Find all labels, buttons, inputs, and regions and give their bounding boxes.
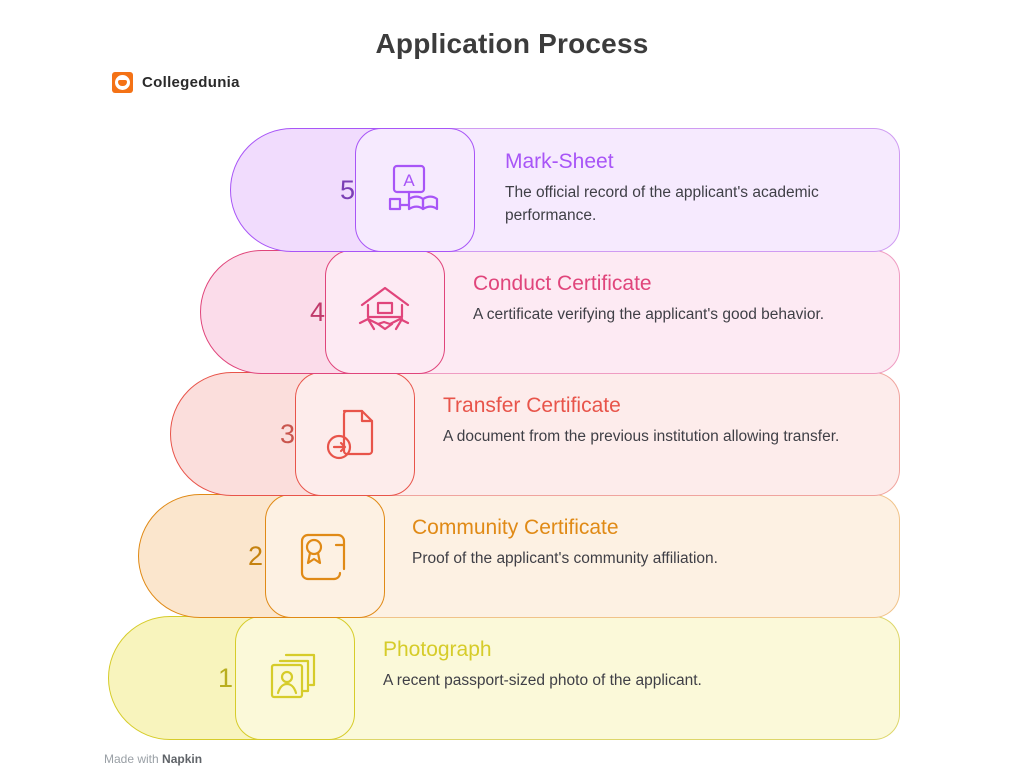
row-text: [383, 638, 853, 693]
row-icon-pill: [295, 372, 415, 496]
row-description: Proof of the applicant's community affiliation.: [412, 550, 718, 568]
row-icon-pill: [355, 128, 475, 252]
row-text: [505, 150, 905, 227]
row-number: 3: [279, 418, 296, 449]
collegedunia-logo-icon: [112, 72, 133, 93]
brand: [112, 72, 240, 93]
row-title: Photograph: [383, 638, 492, 661]
row-number: 1: [217, 662, 234, 693]
svg-text:A: A: [403, 171, 415, 190]
row-text: [473, 272, 893, 327]
row-title: Mark-Sheet: [505, 150, 614, 173]
row-description: The official record of the applicant's academic performance.: [505, 184, 819, 224]
row-title: Community Certificate: [412, 516, 619, 539]
row-icon-pill: [235, 616, 355, 740]
footer-credit: [104, 752, 202, 766]
row-description: A certificate verifying the applicant's good behavior.: [473, 306, 825, 324]
application-process-diagram: [0, 118, 1024, 738]
row-icon-pill: [325, 250, 445, 374]
handshake-house-icon: [354, 283, 416, 341]
row-title: Transfer Certificate: [443, 394, 621, 417]
photo-stack-icon: [264, 649, 326, 707]
row-number: 5: [339, 174, 356, 205]
document-arrow-icon: [324, 405, 386, 463]
brand-name: Collegedunia: [142, 74, 240, 91]
marksheet-icon: [384, 161, 446, 219]
row-icon-pill: [265, 494, 385, 618]
footer-text: Made with: [104, 752, 163, 766]
row-text: [443, 394, 893, 449]
row-number: 2: [247, 540, 264, 571]
row-number: 4: [309, 296, 326, 327]
row-description: A recent passport-sized photo of the applicant.: [383, 672, 702, 690]
row-description: A document from the previous institution allowing transfer.: [443, 428, 840, 446]
page-title: Application Process: [375, 28, 649, 59]
row-title: Conduct Certificate: [473, 272, 652, 295]
scroll-seal-icon: [294, 527, 356, 585]
row-text: [412, 516, 882, 571]
footer-tool: Napkin: [162, 752, 203, 766]
